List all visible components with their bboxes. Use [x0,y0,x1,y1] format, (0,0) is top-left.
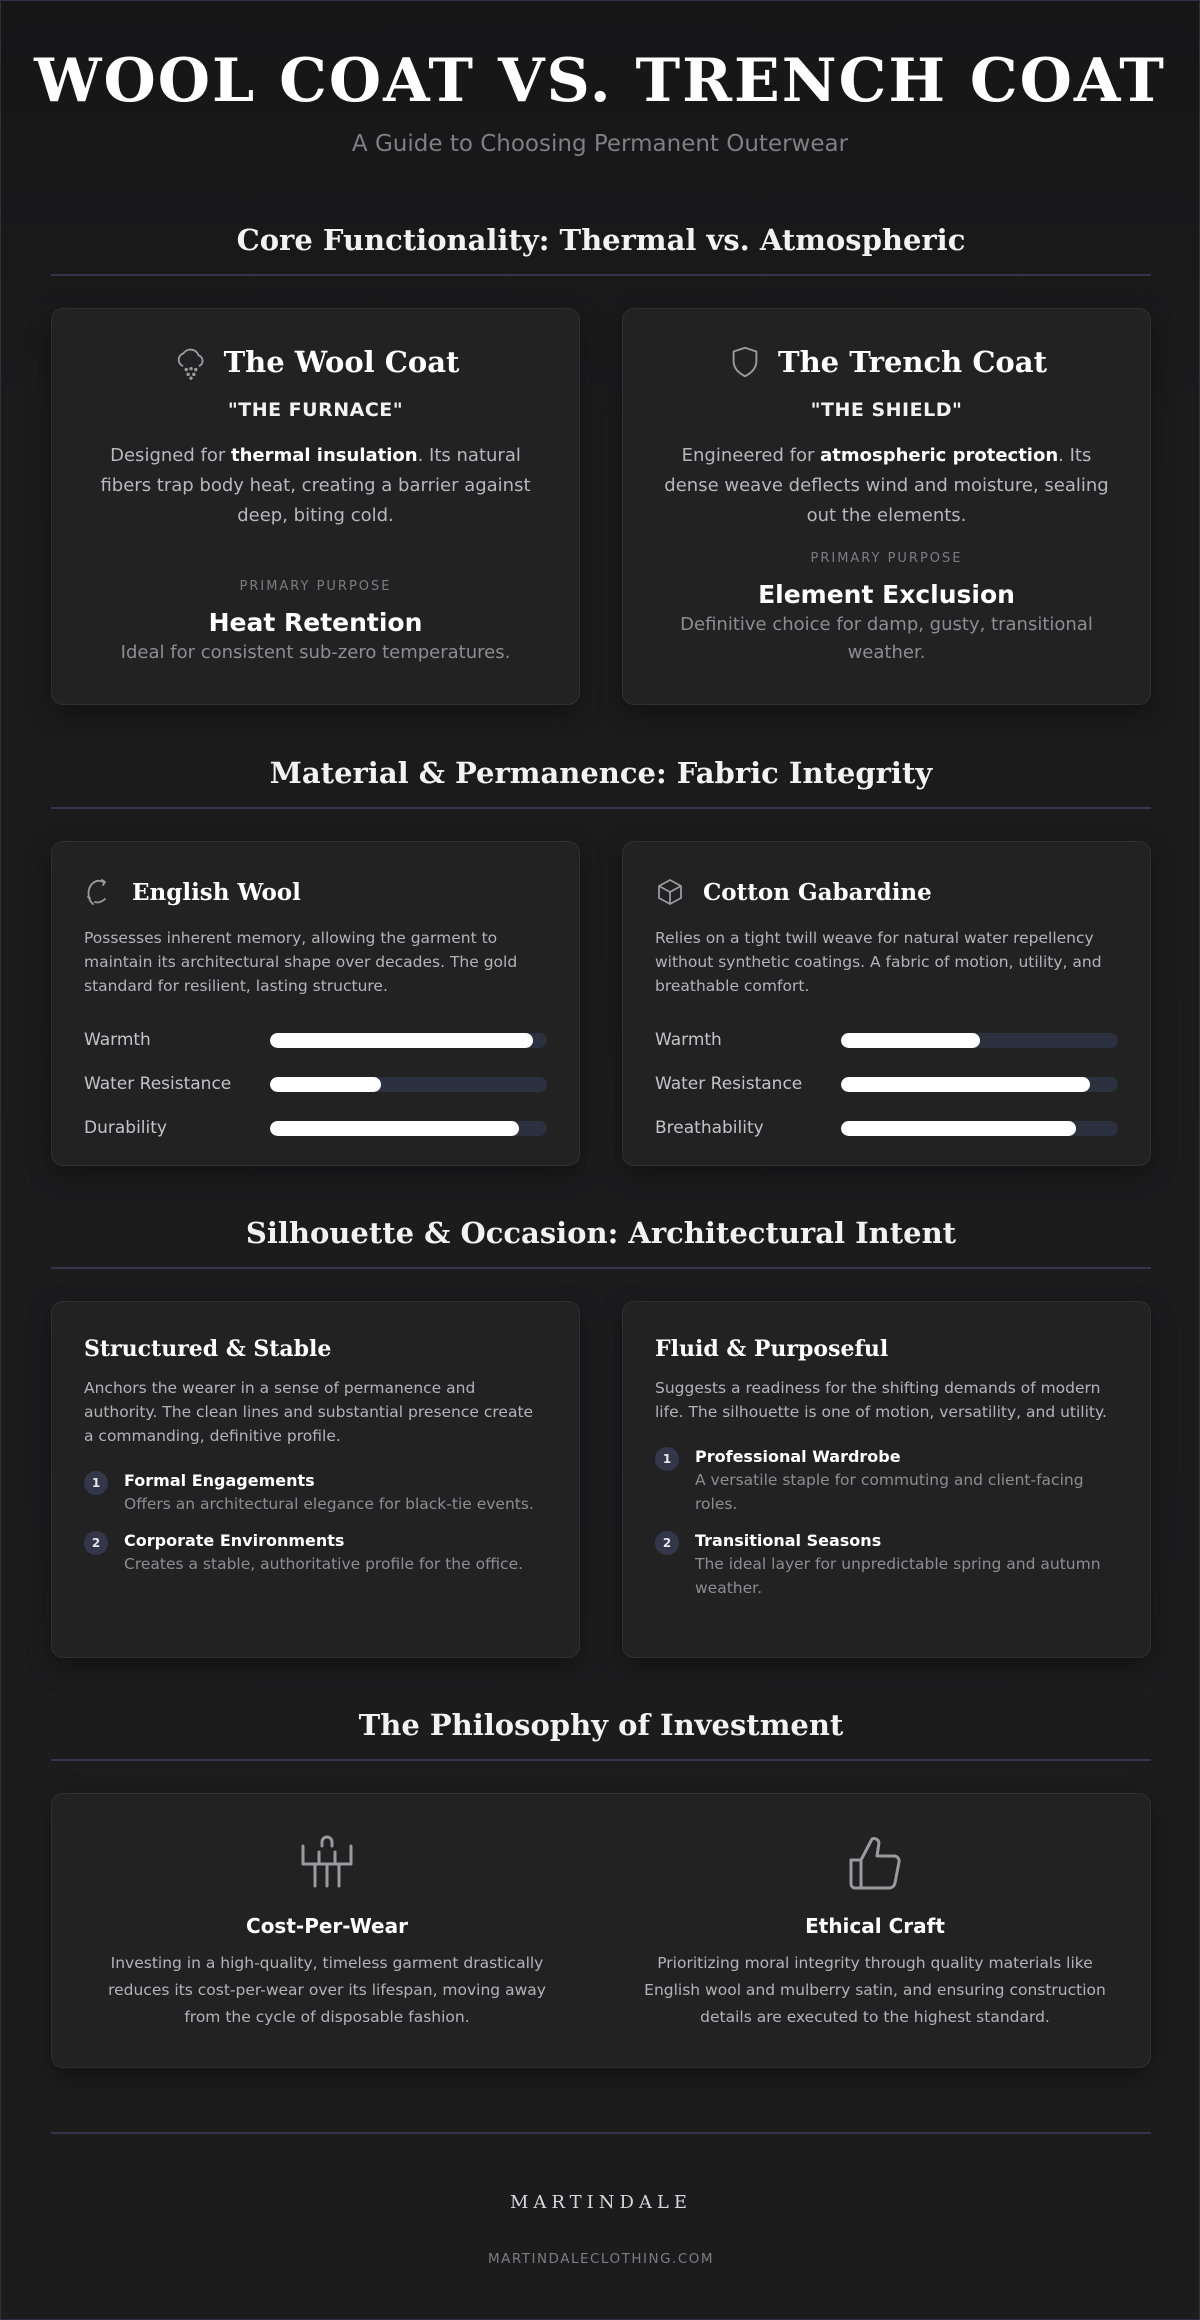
fabric-description: Possesses inherent memory, allowing the garment to maintain its architectural shape over decades. The gold standard for resilient, lasting structure. [84,929,518,995]
coat-nickname: "THE FURNACE" [227,399,404,421]
step-number-badge: 1 [655,1447,679,1471]
rating-track [841,1077,1118,1092]
primary-purpose [653,551,1120,667]
snow-cloud-icon [172,343,210,381]
rating-fill [841,1033,980,1048]
cotton-gabardine-card [622,841,1151,1166]
occasion-text: Offers an architectural elegance for black-tie events. [124,1495,534,1513]
rating-label: Warmth [84,1030,151,1050]
silhouette-description: Suggests a readiness for the shifting demands of modern life. The silhouette is one of motion, versatility, and utility. [655,1379,1107,1421]
occasion-text: Creates a stable, authoritative profile for the office. [124,1555,524,1573]
section-material-permanence [51,747,1151,1166]
thumbs-up-icon [845,1834,905,1894]
purpose-value: Heat Retention [208,608,423,637]
yarn-hook-icon [84,877,114,907]
purpose-label: PRIMARY PURPOSE [239,579,392,594]
website-link[interactable]: MARTINDALECLOTHING.COM [487,2251,715,2267]
cost-per-wear-item [92,1834,562,2067]
footer-divider [51,2132,1151,2134]
fabric-description: Relies on a tight twill weave for natural water repellency without synthetic coatings. A fabric of motion, utility, and breathable comfort. [655,929,1102,995]
rating-row [655,1062,1118,1106]
rating-label: Durability [84,1118,167,1138]
section-core-functionality [51,214,1151,705]
purpose-note: Ideal for consistent sub-zero temperatures. [120,642,511,663]
philosophy-text: Prioritizing moral integrity through quality materials like English wool and mulberry satin, and ensuring construction details are executed to the highest standard. [644,1954,1106,2026]
list-item [655,1530,1118,1600]
occasion-text: A versatile staple for commuting and client-facing roles. [695,1471,1084,1513]
silhouette-name: Structured & Stable [84,1336,332,1362]
section-divider [51,274,1151,276]
step-number-badge: 1 [84,1471,108,1495]
step-number-badge: 2 [84,1531,108,1555]
occasion-text: The ideal layer for unpredictable spring and autumn weather. [695,1555,1101,1597]
philosophy-title: Cost-Per-Wear [246,1914,408,1938]
philosophy-card [51,1793,1151,2068]
fabric-ratings [655,1018,1118,1150]
page-title: WOOL COAT VS. TRENCH COAT [34,46,1166,116]
step-number-badge: 2 [655,1531,679,1555]
occasion-title: Corporate Environments [124,1531,345,1550]
coat-name: The Wool Coat [223,345,460,379]
list-item [655,1446,1118,1516]
philosophy-text: Investing in a high-quality, timeless garment drastically reduces its cost-per-wear over its lifespan, moving away from the cycle of disposable fashion. [108,1954,546,2026]
purpose-label: PRIMARY PURPOSE [810,551,963,566]
brand-logo: MARTINDALE [509,2192,693,2213]
fluid-purposeful-card [622,1301,1151,1658]
rating-track [270,1033,547,1048]
rating-fill [270,1077,381,1092]
section-title: The Philosophy of Investment [358,1708,844,1742]
rating-row [84,1062,547,1106]
rating-fill [270,1033,533,1048]
purpose-value: Element Exclusion [758,580,1015,609]
occasion-title: Formal Engagements [124,1471,315,1490]
rating-track [841,1121,1118,1136]
coat-description: Engineered for atmospheric protection. Its dense weave deflects wind and moisture, sealing out the elements. [664,445,1109,526]
cube-icon [655,877,685,907]
rating-track [841,1033,1118,1048]
section-title: Core Functionality: Thermal vs. Atmospheric [236,223,966,257]
rating-label: Breathability [655,1118,764,1138]
shield-icon [726,343,764,381]
section-divider [51,1759,1151,1761]
purpose-note: Definitive choice for damp, gusty, transitional weather. [680,614,1093,663]
page-header [1,1,1199,157]
wool-coat-card [51,308,580,705]
list-item [84,1530,547,1576]
rating-fill [841,1121,1076,1136]
fabric-name: English Wool [132,878,301,906]
rating-row [84,1018,547,1062]
section-philosophy [51,1699,1151,2068]
coat-description: Designed for thermal insulation. Its natural fibers trap body heat, creating a barrier against deep, biting cold. [100,445,531,526]
rating-track [270,1077,547,1092]
occasion-list [655,1446,1118,1600]
occasion-title: Professional Wardrobe [695,1447,901,1466]
section-silhouette-occasion [51,1207,1151,1658]
rating-label: Water Resistance [84,1074,232,1094]
rating-row [84,1106,547,1150]
silhouette-description: Anchors the wearer in a sense of permanence and authority. The clean lines and substantial presence create a commanding, definitive profile. [84,1379,534,1445]
rating-fill [841,1077,1090,1092]
coat-name: The Trench Coat [778,345,1047,379]
silhouette-name: Fluid & Purposeful [655,1336,889,1362]
philosophy-title: Ethical Craft [805,1914,945,1938]
english-wool-card [51,841,580,1166]
section-title: Silhouette & Occasion: Architectural Intent [245,1216,957,1250]
section-divider [51,1267,1151,1269]
section-divider [51,807,1151,809]
rating-row [655,1106,1118,1150]
fabric-name: Cotton Gabardine [703,878,932,906]
primary-purpose [82,579,549,667]
trench-coat-card [622,308,1151,705]
structured-stable-card [51,1301,580,1658]
rating-label: Warmth [655,1030,722,1050]
rating-label: Water Resistance [655,1074,803,1094]
rating-row [655,1018,1118,1062]
coat-nickname: "THE SHIELD" [810,399,963,421]
hanger-rack-icon [297,1834,357,1894]
fabric-ratings [84,1018,547,1150]
section-title: Material & Permanence: Fabric Integrity [269,756,933,790]
rating-track [270,1121,547,1136]
list-item [84,1470,547,1516]
page-subtitle: A Guide to Choosing Permanent Outerwear [351,131,849,157]
occasion-list [84,1470,547,1576]
rating-fill [270,1121,519,1136]
page-footer [51,2132,1151,2267]
ethical-craft-item [640,1834,1110,2067]
occasion-title: Transitional Seasons [695,1531,882,1550]
